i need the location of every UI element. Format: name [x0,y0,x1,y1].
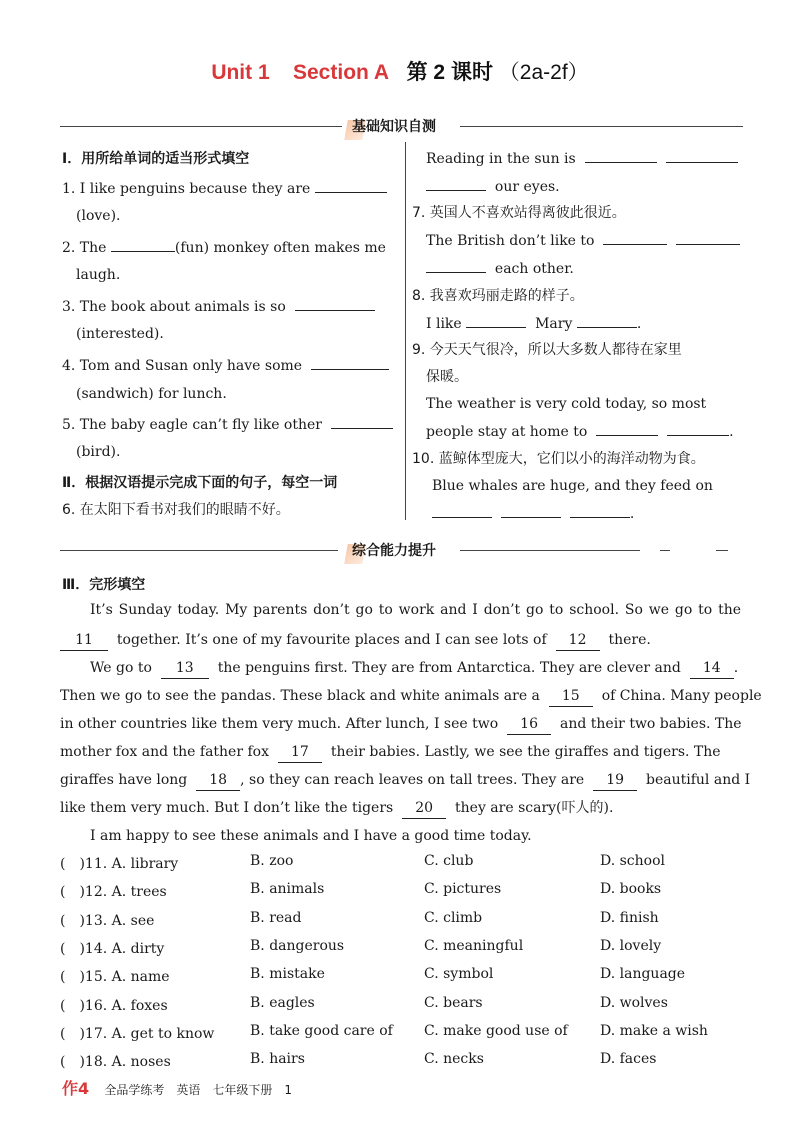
q9-blank-2[interactable] [667,421,729,436]
blank-16[interactable]: 16 [507,714,551,735]
divider2-right [460,550,640,551]
section2-label: 综合能力提升 [352,540,436,560]
passage-line-8: like them very much. But I don’t like the tigers 20 they are scary(吓人的). [60,798,613,819]
q3-blank[interactable] [295,296,375,311]
option-choice[interactable]: D. books [600,881,662,898]
q1-line1: 1. I like penguins because they are [62,178,387,199]
option-choice[interactable]: D. finish [600,909,659,926]
q6-blank-2[interactable] [666,148,738,163]
q10-line1: Blue whales are huge, and they feed on [432,478,713,494]
option-choice[interactable]: D. make a wish [600,1022,708,1039]
option-question: ( )13. A. see [60,912,155,929]
q4-blank[interactable] [311,355,389,370]
part2-heading: Ⅱ．根据汉语提示完成下面的句子，每空一词 [62,475,338,491]
option-question: ( )14. A. dirty [60,940,165,957]
q1-blank[interactable] [315,178,387,193]
q5-blank[interactable] [331,414,393,429]
option-question: ( )18. A. noses [60,1054,171,1071]
q6-line2: our eyes. [426,176,560,197]
option-choice[interactable]: B. animals [250,881,325,898]
q9-chinese-1: 9. 今天天气很冷，所以大多数人都待在家里 [412,342,682,358]
blank-13[interactable]: 13 [161,658,209,679]
unit-label: Unit 1 [211,61,270,84]
passage-line-3: We go to 13 the penguins first. They are from Antarctica. They are clever and 14 . [90,658,738,679]
q9-chinese-2: 保暖。 [426,369,468,385]
option-choice[interactable]: D. wolves [600,994,668,1011]
divider2-left [60,550,338,551]
column-divider [405,142,406,520]
option-question: ( )16. A. foxes [60,997,168,1014]
blank-11[interactable]: 11 [60,630,108,651]
blank-12[interactable]: 12 [556,630,600,651]
q3-line2: (interested). [76,326,164,342]
page-badge: 作4 [62,1079,90,1098]
option-choice[interactable]: B. mistake [250,966,325,983]
q10-blank-1[interactable] [432,503,492,518]
option-choice[interactable]: C. symbol [424,966,494,983]
passage-line-1: It’s Sunday today. My parents don’t go to work and I don’t go to school. So we go to the [90,602,741,618]
q10-line2: . [432,503,634,524]
q1-line2: (love). [76,208,121,224]
range-label: （2a-2f） [498,61,589,84]
page-title [0,56,800,86]
option-question: ( )15. A. name [60,969,170,986]
option-choice[interactable]: D. language [600,966,686,983]
option-choice[interactable]: B. eagles [250,994,315,1011]
option-choice[interactable]: C. club [424,853,474,869]
option-question: ( )17. A. get to know [60,1025,215,1042]
option-choice[interactable]: B. hairs [250,1051,305,1068]
q7-blank-1[interactable] [603,230,667,245]
blank-15[interactable]: 15 [549,686,593,707]
q8-line1: I like Mary . [426,313,641,334]
q10-blank-3[interactable] [570,503,630,518]
q9-line2: people stay at home to . [426,421,734,442]
blank-18[interactable]: 18 [196,770,240,791]
option-choice[interactable]: B. dangerous [250,937,345,954]
option-choice[interactable]: D. school [600,853,666,869]
q5-line1: 5. The baby eagle can’t fly like other [62,414,393,435]
q2-line1: 2. The (fun) monkey often makes me [62,237,386,258]
q8-blank-2[interactable] [577,313,637,328]
q9-blank-1[interactable] [596,421,658,436]
footer-text: 全品学练考 英语 七年级下册 1 [104,1083,293,1097]
q7-line2: each other. [426,258,574,279]
option-choice[interactable]: C. climb [424,909,483,926]
q3-line1: 3. The book about animals is so [62,296,375,317]
divider2-dash-2 [716,550,728,551]
passage-line-7: giraffes have long 18 , so they can reach leaves on tall trees. They are 19 beautiful and I [60,770,750,791]
passage-line-4: Then we go to see the pandas. These black and white animals are a 15 of China. Many people [60,686,762,707]
q6-chinese: 6. 在太阳下看书对我们的眼睛不好。 [62,502,290,518]
passage-line-5: in other countries like them very much. After lunch, I see two 16 and their two babies. The [60,714,742,735]
q10-chinese: 10. 蓝鲸体型庞大，它们以小的海洋动物为食。 [412,451,705,467]
q7-line1: The British don’t like to [426,230,740,251]
q4-line1: 4. Tom and Susan only have some [62,355,389,376]
q8-blank-1[interactable] [466,313,526,328]
q6-line1: Reading in the sun is [426,148,738,169]
blank-20[interactable]: 20 [402,798,446,819]
divider2-dash-1 [660,550,670,551]
option-choice[interactable]: D. lovely [600,937,662,954]
q2-blank[interactable] [111,237,175,252]
q6-blank-1[interactable] [585,148,657,163]
part1-heading: Ⅰ．用所给单词的适当形式填空 [62,151,250,167]
q7-blank-3[interactable] [426,258,486,273]
q4-line2: (sandwich) for lunch. [76,386,227,402]
lesson-label: 第 2 课时 [406,61,493,84]
blank-19[interactable]: 19 [593,770,637,791]
blank-14[interactable]: 14 [690,658,734,679]
divider-left [60,126,342,127]
q7-blank-2[interactable] [676,230,740,245]
option-question: ( )12. A. trees [60,884,167,901]
q2-line2: laugh. [76,267,121,283]
footer [62,1076,292,1099]
part3-heading: Ⅲ．完形填空 [62,577,146,593]
passage-line-9: I am happy to see these animals and I have a good time today. [90,828,532,844]
option-choice[interactable]: B. read [250,909,302,926]
q9-line1: The weather is very cold today, so most [426,396,707,412]
q5-line2: (bird). [76,444,121,460]
option-choice[interactable]: D. faces [600,1051,657,1068]
option-choice[interactable]: C. necks [424,1051,484,1068]
option-choice[interactable]: C. pictures [424,881,502,898]
section-label: Section A [293,61,390,84]
q7-chinese: 7. 英国人不喜欢站得离彼此很近。 [412,205,626,221]
q8-chinese: 8. 我喜欢玛丽走路的样子。 [412,288,584,304]
passage-line-2: 11 together. It’s one of my favourite places and I can see lots of 12 there. [60,630,651,651]
option-choice[interactable]: B. take good care of [250,1022,393,1039]
option-choice[interactable]: C. make good use of [424,1022,568,1039]
option-choice[interactable]: C. meaningful [424,937,524,954]
option-choice[interactable]: B. zoo [250,853,294,869]
option-choice[interactable]: C. bears [424,994,483,1011]
divider-right [460,126,743,127]
q6-blank-3[interactable] [426,176,486,191]
section1-label: 基础知识自测 [352,116,436,136]
blank-17[interactable]: 17 [278,742,322,763]
passage-line-6: mother fox and the father fox 17 their babies. Lastly, we see the giraffes and tigers. The [60,742,721,763]
q10-blank-2[interactable] [501,503,561,518]
option-question: ( )11. A. library [60,856,179,872]
